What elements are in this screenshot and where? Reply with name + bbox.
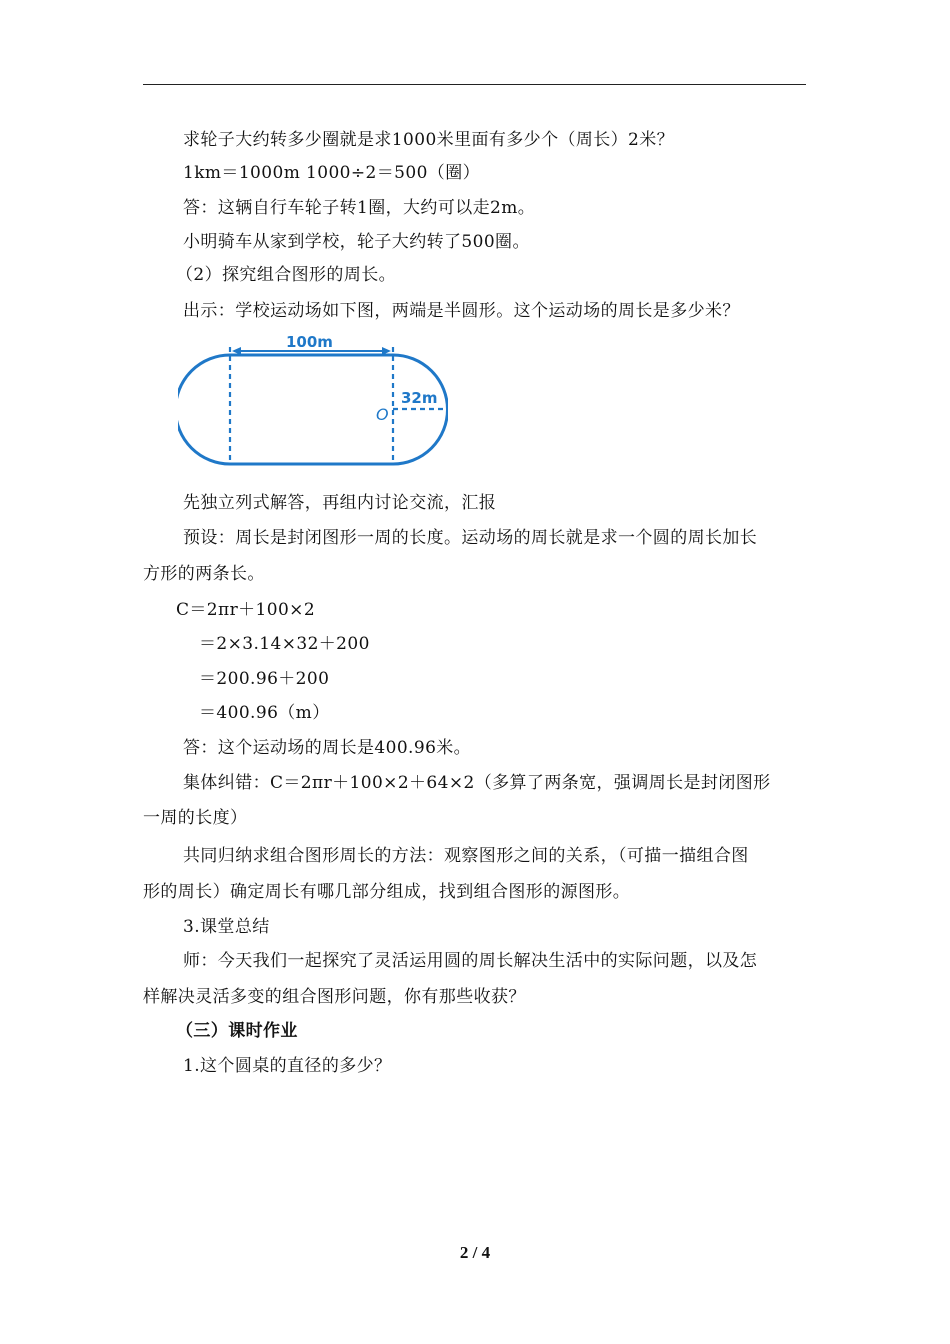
- text-line: 形的周长）确定周长有哪几部分组成，找到组合图形的源图形。: [143, 882, 631, 902]
- text-line: 样解决灵活多变的组合图形问题，你有那些收获？: [143, 987, 526, 1007]
- formula-line: ＝200.96＋200: [199, 669, 330, 689]
- length-label: 100m: [286, 333, 333, 351]
- formula-line: ＝400.96（m）: [199, 703, 330, 723]
- text-line: 方形的两条长。: [143, 564, 265, 584]
- header-rule: [143, 84, 806, 85]
- text-line: 一周的长度）: [143, 808, 248, 828]
- sports-field-diagram: [178, 330, 448, 470]
- formula-line: C＝2πr＋100×2: [176, 600, 316, 620]
- field-outline: [178, 355, 448, 464]
- radius-label: 32m: [401, 389, 438, 407]
- section-heading: （三）课时作业: [176, 1021, 298, 1041]
- text-line: 求轮子大约转多少圈就是求1000米里面有多少个（周长）2米？: [183, 130, 675, 150]
- text-line: （2）探究组合图形的周长。: [176, 265, 397, 285]
- text-line: 先独立列式解答，再组内讨论交流，汇报: [183, 493, 497, 513]
- text-line: 师：今天我们一起探究了灵活运用圆的周长解决生活中的实际问题，以及怎: [183, 951, 758, 971]
- text-line: 出示：学校运动场如下图，两端是半圆形。这个运动场的周长是多少米？: [183, 301, 740, 321]
- text-line: 小明骑车从家到学校，轮子大约转了500圈。: [183, 232, 530, 252]
- formula-line: ＝2×3.14×32＋200: [199, 634, 370, 654]
- text-line: 共同归纳求组合图形周长的方法：观察图形之间的关系，（可描一描组合图: [183, 846, 749, 866]
- text-line: 1km＝1000m 1000÷2＝500（圈）: [183, 163, 480, 183]
- text-line: 1.这个圆桌的直径的多少？: [183, 1056, 392, 1076]
- text-line: 预设：周长是封闭图形一周的长度。运动场的周长就是求一个圆的周长加长: [183, 528, 758, 548]
- text-line: 集体纠错：C＝2πr＋100×2＋64×2（多算了两条宽，强调周长是封闭图形: [183, 773, 771, 793]
- page-number: 2 / 4: [459, 1243, 491, 1262]
- center-label: O: [376, 405, 389, 424]
- text-line: 答：这辆自行车轮子转1圈，大约可以走2m。: [183, 198, 536, 218]
- section-heading: 3.课堂总结: [183, 917, 270, 937]
- text-line: 答：这个运动场的周长是400.96米。: [183, 738, 472, 758]
